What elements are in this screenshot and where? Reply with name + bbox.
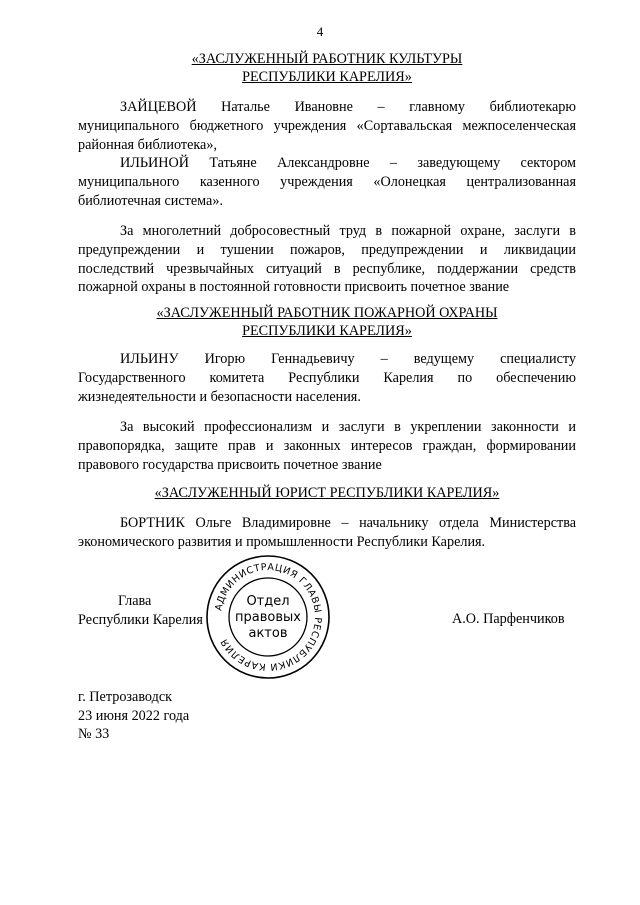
- footer-city: г. Петрозаводск: [78, 689, 173, 705]
- section1-heading-line2: РЕСПУБЛИКИ КАРЕЛИЯ»: [242, 69, 412, 85]
- text-line: правового государства присвоить почетное звание: [78, 456, 382, 473]
- section1-awardee2: [78, 154, 576, 210]
- section1-heading-line1: «ЗАСЛУЖЕННЫЙ РАБОТНИК КУЛЬТУРЫ: [191, 51, 463, 67]
- document-footer: [78, 688, 189, 744]
- section1-awardee1: [78, 98, 576, 154]
- text-line: жизнедеятельности и безопасности населения.: [78, 388, 361, 405]
- section2-heading-line1: «ЗАСЛУЖЕННЫЙ РАБОТНИК ПОЖАРНОЙ ОХРАНЫ: [156, 305, 498, 321]
- text-line: последствий чрезвычайных ситуаций в республике, поддержании средств: [78, 260, 576, 277]
- text-line: муниципального казенного учреждения «Олонецкая централизованная: [78, 173, 576, 190]
- section2-heading: [78, 304, 576, 340]
- section2-awardee1: [78, 350, 576, 406]
- text-line: муниципального бюджетного учреждения «Сортавальская межпоселенческая: [78, 117, 576, 134]
- signature-title: [78, 592, 203, 630]
- text-line: ИЛЬИНУ Игорю Геннадьевичу – ведущему специалисту: [120, 351, 576, 367]
- signature-title-line2: Республики Карелия: [78, 612, 203, 628]
- text-line: ЗАЙЦЕВОЙ Наталье Ивановне – главному библиотекарю: [120, 99, 576, 115]
- official-stamp: [204, 553, 332, 681]
- stamp-line3: актов: [248, 626, 288, 641]
- text-line: За высокий профессионализм и заслуги в укреплении законности и: [120, 419, 576, 435]
- page-number: 4: [316, 24, 324, 39]
- text-line: БОРТНИК Ольге Владимировне – начальнику отдела Министерства: [120, 515, 576, 531]
- text-line: Государственного комитета Республики Карелия по обеспечению: [78, 369, 576, 386]
- section3-intro: [78, 418, 576, 474]
- signatory-name: А.О. Парфенчиков: [452, 611, 565, 627]
- text-line: пожарной охраны в постоянной готовности присвоить почетное звание: [78, 279, 510, 296]
- text-line: экономического развития и промышленности Республики Карелия.: [78, 533, 486, 550]
- footer-number: № 33: [78, 726, 110, 742]
- text-line: предупреждении и тушении пожаров, предупреждении и ликвидации: [78, 241, 576, 258]
- section3-heading: [78, 484, 576, 502]
- text-line: правопорядка, защите прав и законных интересов граждан, формировании: [78, 437, 576, 454]
- text-line: ИЛЬИНОЙ Татьяне Александровне – заведующему сектором: [120, 155, 576, 171]
- section3-heading-line1: «ЗАСЛУЖЕННЫЙ ЮРИСТ РЕСПУБЛИКИ КАРЕЛИЯ»: [154, 485, 500, 501]
- text-line: За многолетний добросовестный труд в пожарной охране, заслуги в: [120, 223, 576, 239]
- stamp-line1: Отдел: [246, 594, 290, 609]
- stamp-line2: правовых: [235, 610, 301, 625]
- section3-awardee1: [78, 514, 576, 552]
- stamp-ring-textpath: АДМИНИСТРАЦИЯ ГЛАВЫ РЕСПУБЛИКИ КАРЕЛИЯ: [213, 561, 324, 673]
- section2-heading-line2: РЕСПУБЛИКИ КАРЕЛИЯ»: [242, 323, 412, 339]
- section2-intro: [78, 222, 576, 297]
- section1-heading: [78, 50, 576, 86]
- footer-date: 23 июня 2022 года: [78, 707, 190, 724]
- signature-title-line1: Глава: [118, 593, 152, 609]
- text-line: библиотечная система».: [78, 192, 223, 209]
- text-line: районная библиотека»,: [78, 136, 217, 153]
